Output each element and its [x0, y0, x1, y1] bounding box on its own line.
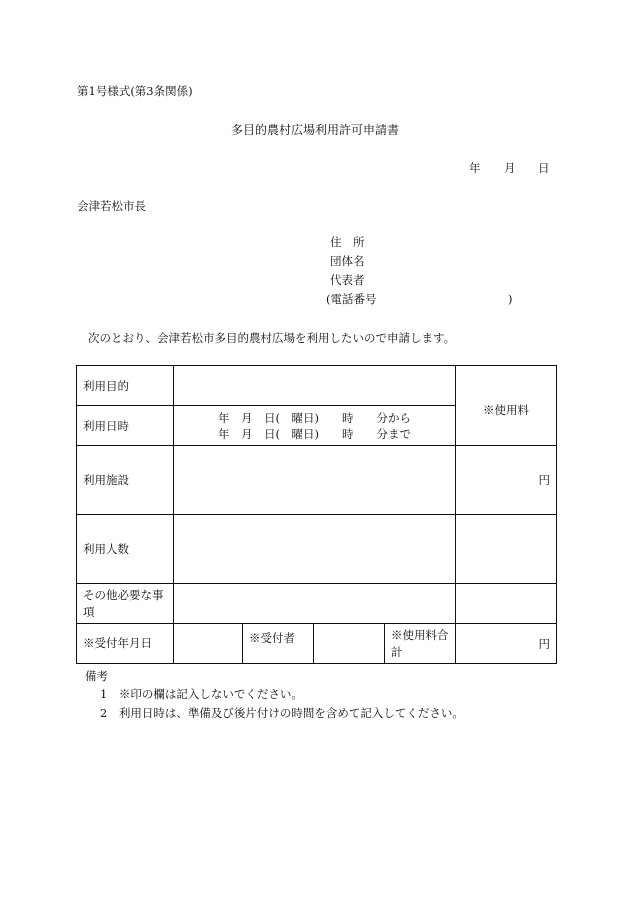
- form-id: 第1号様式(第3条関係): [77, 84, 193, 98]
- facility-field[interactable]: [174, 446, 456, 515]
- receipt-date-field[interactable]: [174, 624, 243, 664]
- date-year: 年: [469, 161, 481, 175]
- purpose-field[interactable]: [174, 366, 456, 406]
- other-field[interactable]: [174, 584, 456, 624]
- application-table: [76, 365, 557, 664]
- datetime-to: 年 月 日( 曜日) 時 分まで: [218, 426, 411, 441]
- applicant-address-label: 住 所: [330, 235, 365, 249]
- datetime-field[interactable]: [174, 406, 456, 446]
- form-title: 多目的農村広場利用許可申請書: [230, 123, 399, 137]
- receiver-field[interactable]: [314, 624, 385, 664]
- people-label: 利用人数: [77, 515, 174, 584]
- intro-text: 次のとおり、会津若松市多目的農村広場を利用したいので申請します。: [88, 331, 456, 345]
- addressee: 会津若松市長: [77, 199, 146, 213]
- fee-total-yen: 円: [456, 624, 557, 664]
- applicant-representative-label: 代表者: [330, 273, 365, 287]
- people-field[interactable]: [174, 515, 456, 584]
- other-label: その他必要な事項: [77, 584, 174, 624]
- receiver-label: ※受付者: [243, 624, 314, 664]
- notes-title: 備考: [85, 669, 108, 683]
- datetime-from: 年 月 日( 曜日) 時 分から: [218, 410, 411, 425]
- purpose-label: 利用目的: [77, 366, 174, 406]
- applicant-group-label: 団体名: [330, 254, 365, 268]
- receipt-date-label: ※受付年月日: [77, 624, 174, 664]
- date-day: 日: [538, 161, 550, 175]
- usage-fee-label: ※使用料: [456, 366, 557, 446]
- people-fee-cell: [456, 515, 557, 584]
- note-item: 2 利用日時は、準備及び後片付けの時間を含めて記入してください。: [100, 706, 464, 720]
- date-month: 月: [504, 161, 516, 175]
- facility-label: 利用施設: [77, 446, 174, 515]
- applicant-phone-close: ): [508, 292, 513, 306]
- facility-fee-yen: 円: [456, 446, 557, 515]
- note-item: 1 ※印の欄は記入しないでください。: [100, 687, 303, 701]
- applicant-phone-label: (電話番号: [326, 292, 377, 306]
- other-fee-cell: [456, 584, 557, 624]
- datetime-label: 利用日時: [77, 406, 174, 446]
- fee-total-label: ※使用料合計: [385, 624, 456, 664]
